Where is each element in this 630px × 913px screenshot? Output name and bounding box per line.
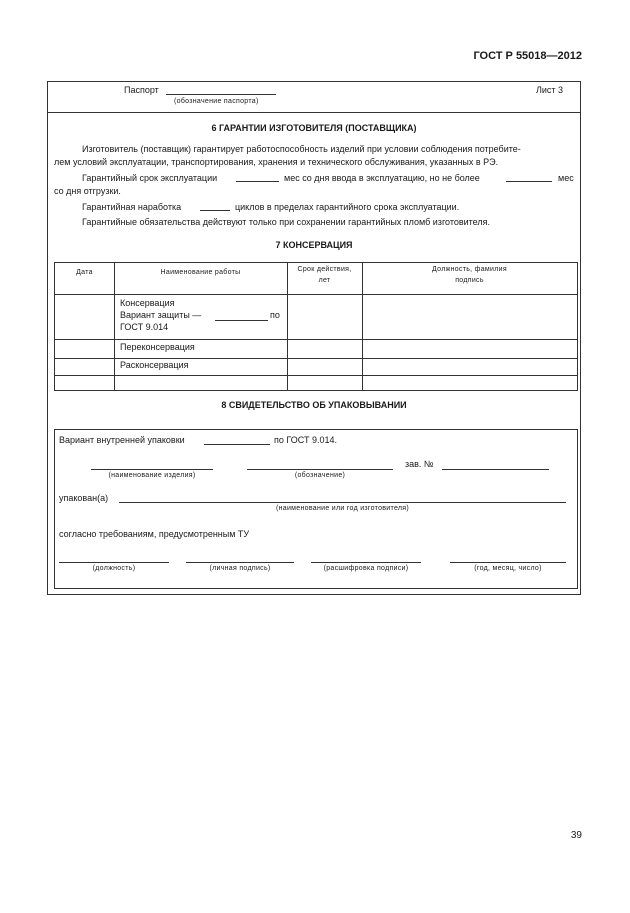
item-name-caption: (наименование изделия) — [108, 472, 196, 479]
warranty-months-line — [236, 181, 279, 182]
section6-p3-b: циклов в пределах гарантийного срока эксплуатации. — [235, 202, 460, 212]
row-conservation: Консервация — [120, 298, 175, 308]
section6-p4: Гарантийные обязательства действуют только при сохранении гарантийных пломб изготовителя. — [82, 217, 491, 227]
col-date: Дата — [76, 269, 93, 276]
page-number: 39 — [570, 830, 582, 841]
section7-title: 7 КОНСЕРВАЦИЯ — [275, 240, 353, 250]
col-work: Наименование работы — [160, 269, 241, 276]
passport-number-line — [166, 94, 276, 95]
conservation-table — [54, 262, 578, 391]
protection-variant-line — [215, 320, 268, 321]
item-name-line — [91, 469, 213, 470]
col-term-1: Срок действия, — [297, 266, 352, 273]
row-reconservation: Переконсервация — [120, 342, 195, 352]
section8-title: 8 СВИДЕТЕЛЬСТВО ОБ УПАКОВЫВАНИИ — [221, 400, 407, 410]
serial-line — [442, 469, 549, 470]
row-conservation-variant: Вариант защиты — — [120, 310, 202, 320]
packed-label: упакован(а) — [59, 493, 109, 503]
passport-label: Паспорт — [124, 85, 159, 95]
decode-caption: (расшифровка подписи) — [323, 565, 409, 572]
section6-p2-line2: со дня отгрузки. — [54, 186, 121, 196]
section6-p2-c: мес — [558, 173, 574, 183]
standard-number: ГОСТ Р 55018—2012 — [473, 50, 582, 62]
section6-title: 6 ГАРАНТИИ ИЗГОТОВИТЕЛЯ (ПОСТАВЩИКА) — [211, 123, 417, 133]
row-conservation-po: по — [270, 310, 280, 320]
signature-line — [186, 562, 294, 563]
signature-caption: (личная подпись) — [209, 565, 271, 572]
col-position-1: Должность, фамилия — [432, 266, 507, 273]
section6-p1-line2: лем условий эксплуатации, транспортирования, хранения и технического обслуживания, указанных в РЭ. — [54, 157, 499, 167]
inner-packing-gost: по ГОСТ 9.014. — [274, 435, 337, 445]
designation-caption: (обозначение) — [294, 472, 346, 479]
warranty-max-months-line — [506, 181, 552, 182]
section6-p3-a: Гарантийная наработка — [82, 202, 182, 212]
date-line — [450, 562, 566, 563]
inner-packing-line — [204, 444, 270, 445]
passport-frame — [47, 81, 581, 595]
section6-p1-line1: Изготовитель (поставщик) гарантирует работоспособность изделий при условии соблюдения потребите- — [82, 144, 521, 154]
row-deconservation: Расконсервация — [120, 360, 189, 370]
date-caption: (год, месяц, число) — [474, 565, 542, 572]
designation-line — [247, 469, 393, 470]
warranty-cycles-line — [200, 210, 230, 211]
section6-p2-b: мес со дня ввода в эксплуатацию, но не более — [284, 173, 480, 183]
col-term-2: лет — [318, 277, 331, 284]
position-line — [59, 562, 169, 563]
passport-separator — [48, 112, 580, 113]
col-position-2: подпись — [455, 277, 484, 284]
packer-caption: (наименование или год изготовителя) — [275, 505, 410, 512]
decode-line — [311, 562, 421, 563]
per-tu-label: согласно требованиям, предусмотренным ТУ — [59, 529, 250, 539]
packer-line — [119, 502, 566, 503]
serial-label: зав. № — [405, 459, 434, 469]
inner-packing-label: Вариант внутренней упаковки — [59, 435, 185, 445]
sheet-number: Лист 3 — [535, 85, 563, 95]
position-caption: (должность) — [92, 565, 136, 572]
row-conservation-gost: ГОСТ 9.014 — [120, 322, 169, 332]
packing-certificate-box — [54, 429, 578, 589]
section6-p2-a: Гарантийный срок эксплуатации — [82, 173, 218, 183]
passport-caption: (обозначение паспорта) — [174, 98, 259, 105]
